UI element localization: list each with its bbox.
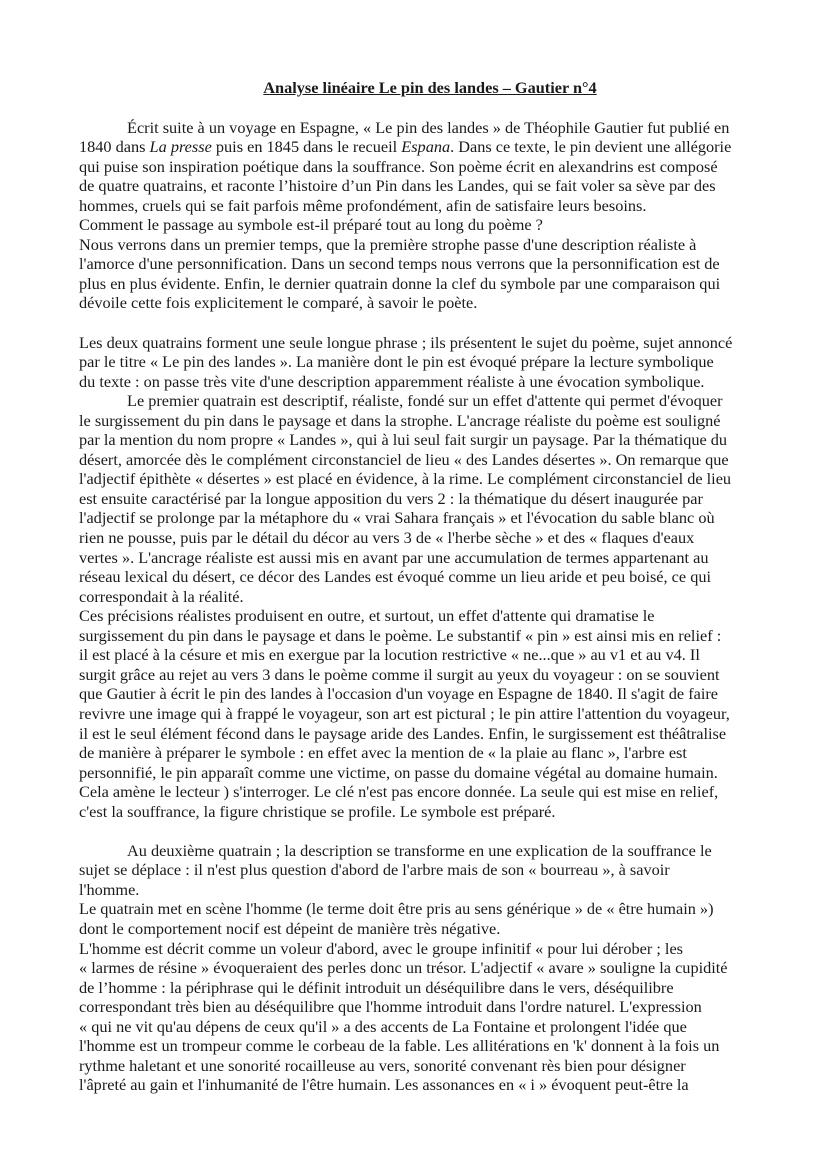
problematique — [79, 215, 781, 235]
paragraph-gap — [79, 821, 781, 841]
text-line: L'homme est décrit comme un voleur d'abord, avec le groupe infinitif « pour lui dérober ; les — [79, 938, 684, 958]
text-line: vertes ». L'ancrage réaliste est aussi mis en avant par une accumulation de termes appartenant au — [79, 547, 709, 567]
intro-line: qui puise son inspiration poétique dans la souffrance. Son poème écrit en alexandrins est composé — [79, 156, 718, 176]
text-line: Le premier quatrain est descriptif, réaliste, fondé sur un effet d'attente qui permet d'évoquer — [127, 391, 723, 411]
text-line: revivre une image qui à frappé le voyageur, son art est pictural ; le pin attire l'attention du voyageur, — [79, 703, 730, 723]
text-line: rythme haletant et une sonorité rocailleuse au vers, sonorité convenant rès bien pour désigner — [79, 1055, 686, 1075]
text-line: rien ne pousse, puis par le détail du décor au vers 3 de « l'herbe sèche » et des « flaques d'eaux — [79, 528, 695, 548]
text-line: le surgissement du pin dans le paysage et dans la strophe. L'ancrage réaliste du poème est souligné — [79, 410, 721, 430]
text-line: correspondait à la réalité. — [79, 586, 244, 606]
text-line: « qui ne vit qu'au dépens de ceux qu'il » a des accents de La Fontaine et prolongent l'idée que — [79, 1016, 687, 1036]
text-line: surgissement du pin dans le paysage et dans le poème. Le substantif « pin » est ainsi mis en relief : — [79, 625, 722, 645]
section1-attente — [79, 606, 781, 821]
text-line: il est placé à la césure et mis en exergue par la locution restrictive « ne...que » au v1 et au v4. Il — [79, 645, 700, 665]
text-line: sujet se déplace : il n'est plus question d'abord de l'arbre mais de son « bourreau », à savoir — [79, 860, 670, 880]
paragraph-gap — [79, 313, 781, 333]
section2-homme — [79, 899, 781, 938]
text-run: 1840 dans — [79, 137, 150, 157]
text-line: est ensuite caractérisé par la longue apposition du vers 2 : la thématique du désert inaugurée par — [79, 488, 703, 508]
text-line: « larmes de résine » évoqueraient des perles donc un trésor. L'adjectif « avare » souligne la cupidité — [79, 958, 728, 978]
text-run: puis en 1845 dans le recueil — [211, 137, 402, 157]
text-line: par la mention du nom propre « Landes », qui à lui seul fait surgir un paysage. Par la thématique du — [79, 430, 728, 450]
text-line: il est le seul élément fécond dans le paysage aride des Landes. Enfin, le surgissement est théâtralise — [79, 723, 727, 743]
document-title: Analyse linéaire Le pin des landes – Gautier n°4 — [263, 78, 597, 97]
text-line: personnifié, le pin apparaît comme une victime, on passe du domaine végétal au domaine humain. — [79, 762, 718, 782]
text-line: correspondant très bien au déséquilibre que l'homme introduit dans l'ordre naturel. L'expression — [79, 997, 702, 1017]
intro-line — [79, 137, 781, 157]
intro-line: Écrit suite à un voyage en Espagne, « Le pin des landes » de Théophile Gautier fut publié en — [127, 117, 730, 137]
text-line: de manière à préparer le symbole : en effet avec la mention de « la plaie au flanc », l'arbre est — [79, 743, 687, 763]
text-line: de l’homme : la périphrase qui le définit introduit un déséquilibre dans le vers, déséquilibre — [79, 977, 674, 997]
text-line: Ces précisions réalistes produisent en outre, et surtout, un effet d'attente qui dramatise le — [79, 606, 655, 626]
text-line: l'adjectif épithète « désertes » est placé en évidence, à la rime. Le complément circonstanciel de lieu — [79, 469, 732, 489]
plan-paragraph — [79, 235, 781, 313]
text-line: par le titre « Le pin des landes ». La manière dont le pin est évoqué prépare la lecture symbolique — [79, 352, 714, 372]
text-line: l'homme est un trompeur comme le corbeau de la fable. Les allitérations en 'k' donnent à la fois un — [79, 1036, 720, 1056]
collection-title: Espana — [401, 137, 451, 157]
problematique-text: Comment le passage au symbole est-il préparé tout au long du poème ? — [79, 215, 543, 235]
text-line: dévoile cette fois explicitement le comparé, à savoir le poète. — [79, 293, 478, 313]
intro-line: de quatre quatrains, et raconte l’histoire d’un Pin dans les Landes, qui se fait voler sa sève par des — [79, 176, 716, 196]
section2-intro — [79, 841, 781, 900]
document-page — [79, 78, 781, 1095]
text-line: Le quatrain met en scène l'homme (le terme doit être pris au sens générique » de « être humain ») — [79, 899, 714, 919]
section2-voleur — [79, 939, 781, 1095]
text-line: c'est la souffrance, la figure christique se profile. Le symbole est préparé. — [79, 801, 556, 821]
text-line: dont le comportement nocif est dépeint de manière très négative. — [79, 918, 501, 938]
text-line: Cela amène le lecteur ) s'interroger. Le clé n'est pas encore donnée. La seule qui est mise en relief, — [79, 782, 719, 802]
intro-paragraph — [79, 118, 781, 216]
intro-line: hommes, cruels qui se fait parfois même profondément, afin de satisfaire leurs besoins. — [79, 195, 647, 215]
text-run: . Dans ce texte, le pin devient une allégorie — [450, 137, 732, 157]
text-line: plus en plus évidente. Enfin, le dernier quatrain donne la clef du symbole par une comparaison qui — [79, 273, 721, 293]
text-line: du texte : on passe très vite d'une description apparemment réaliste à une évocation symbolique. — [79, 371, 705, 391]
text-line: l'amorce d'une personnification. Dans un second temps nous verrons que la personnification est de — [79, 254, 720, 274]
text-line: l'homme. — [79, 879, 140, 899]
text-line: Au deuxième quatrain ; la description se transforme en une explication de la souffrance le — [127, 840, 712, 860]
text-line: que Gautier à écrit le pin des landes à l'occasion d'un voyage en Espagne de 1840. Il s'agit de faire — [79, 684, 719, 704]
section1-quatrain1 — [79, 391, 781, 606]
text-line: Nous verrons dans un premier temps, que la première strophe passe d'une description réaliste à — [79, 234, 697, 254]
text-line: réseau lexical du désert, ce décor des Landes est évoqué comme un lieu aride et peu boisé, ce qui — [79, 567, 711, 587]
text-line: Les deux quatrains forment une seule longue phrase ; ils présentent le sujet du poème, sujet annoncé — [79, 332, 733, 352]
section1-intro — [79, 333, 781, 392]
text-line: l'âpreté au gain et l'inhumanité de l'être humain. Les assonances en « i » évoquent peut-être la — [79, 1075, 689, 1095]
text-line: l'adjectif se prolonge par la métaphore du « vrai Sahara français » et l'évocation du sable blanc où — [79, 508, 715, 528]
text-line: désert, amorcée dès le complément circonstanciel de lieu « des Landes désertes ». On remarque que — [79, 449, 729, 469]
text-line: surgit grâce au rejet au vers 3 dans le poème comme il surgit au yeux du voyageur : on se souvient — [79, 664, 720, 684]
publication-title: La presse — [149, 137, 212, 157]
